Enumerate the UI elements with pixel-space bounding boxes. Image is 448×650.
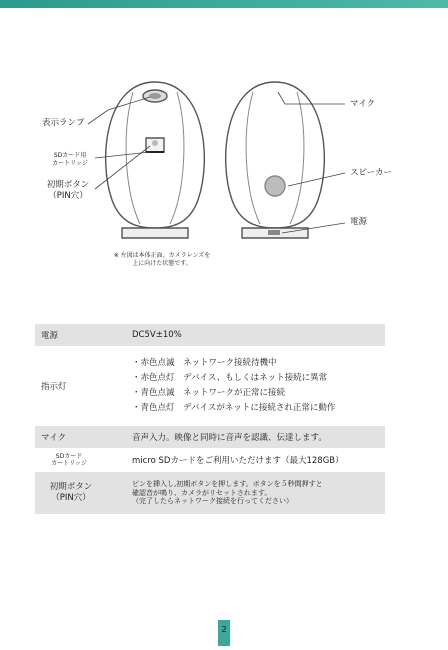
- spec-row-indicator: [35, 346, 385, 426]
- spec-table: [35, 324, 385, 514]
- label-sd-cartridge: [42, 152, 98, 167]
- label-power: 電源: [350, 217, 368, 227]
- spec-key: 電源: [35, 324, 127, 346]
- camera-front-view: [106, 82, 205, 238]
- label-sd-line2: カートリッジ: [52, 159, 88, 167]
- list-item: ・青色点滅 ネットワークが正常に接続: [132, 388, 286, 398]
- list-item: ・赤色点灯 デバイス、もしくはネット接続に異常: [132, 373, 328, 383]
- spec-row-power: [35, 324, 385, 346]
- spec-key-sd-line1: SDカード: [55, 452, 83, 460]
- page-number: 2: [218, 620, 230, 646]
- label-reset-line1: 初期ボタン: [46, 180, 90, 190]
- spec-key: [35, 472, 127, 514]
- spec-row-mic: [35, 426, 385, 448]
- diagram-note: [96, 252, 228, 268]
- spec-key: 指示灯: [41, 382, 67, 392]
- spec-value: micro SDカードをご利用いただけます（最大128GB）: [132, 456, 344, 466]
- list-item: ・赤色点滅 ネットワーク接続待機中: [132, 358, 277, 368]
- spec-key-reset: [41, 482, 101, 504]
- spec-value: [127, 472, 385, 514]
- spec-key: [35, 448, 127, 472]
- spec-key-sd-line2: カートリッジ: [51, 460, 87, 467]
- spec-key-reset-line2: （PIN穴）: [51, 493, 91, 503]
- spec-row-sd: [35, 448, 385, 472]
- spec-value: DC5V±10%: [127, 324, 385, 346]
- label-sd-line1: SDカード用: [53, 152, 87, 159]
- camera-back-view: [226, 82, 325, 238]
- spec-value-list: [127, 346, 385, 426]
- note-line2: 上に向けた状態です。: [132, 260, 192, 268]
- label-status-lamp: 表示ランプ: [42, 118, 85, 128]
- label-reset-line2: （PIN穴）: [48, 190, 88, 201]
- label-reset-button: [40, 180, 96, 201]
- camera-front-leaders: [88, 97, 150, 189]
- spec-reset-line1: ピンを挿入し,初期ボタンを押します。ボタンを５秒間押すと: [132, 480, 323, 489]
- spec-key-sd: [41, 453, 97, 468]
- label-speaker: スピーカー: [350, 168, 392, 178]
- note-line1: ※ 左図は本体正面、カメラレンズを: [113, 252, 211, 259]
- spec-key-reset-line1: 初期ボタン: [49, 481, 93, 492]
- label-mic: マイク: [350, 99, 376, 109]
- spec-reset-line2: 確認音が鳴り、カメラがリセットされます。: [132, 488, 272, 497]
- spec-row-reset: [35, 472, 385, 514]
- spec-key: マイク: [35, 426, 127, 448]
- spec-reset-line3: （完了したらネットワーク接続を行ってください）: [132, 497, 293, 506]
- list-item: ・青色点灯 デバイスがネットに接続され正常に動作: [132, 403, 336, 413]
- spec-value: 音声入力。映像と同時に音声を認識、伝達します。: [127, 426, 385, 448]
